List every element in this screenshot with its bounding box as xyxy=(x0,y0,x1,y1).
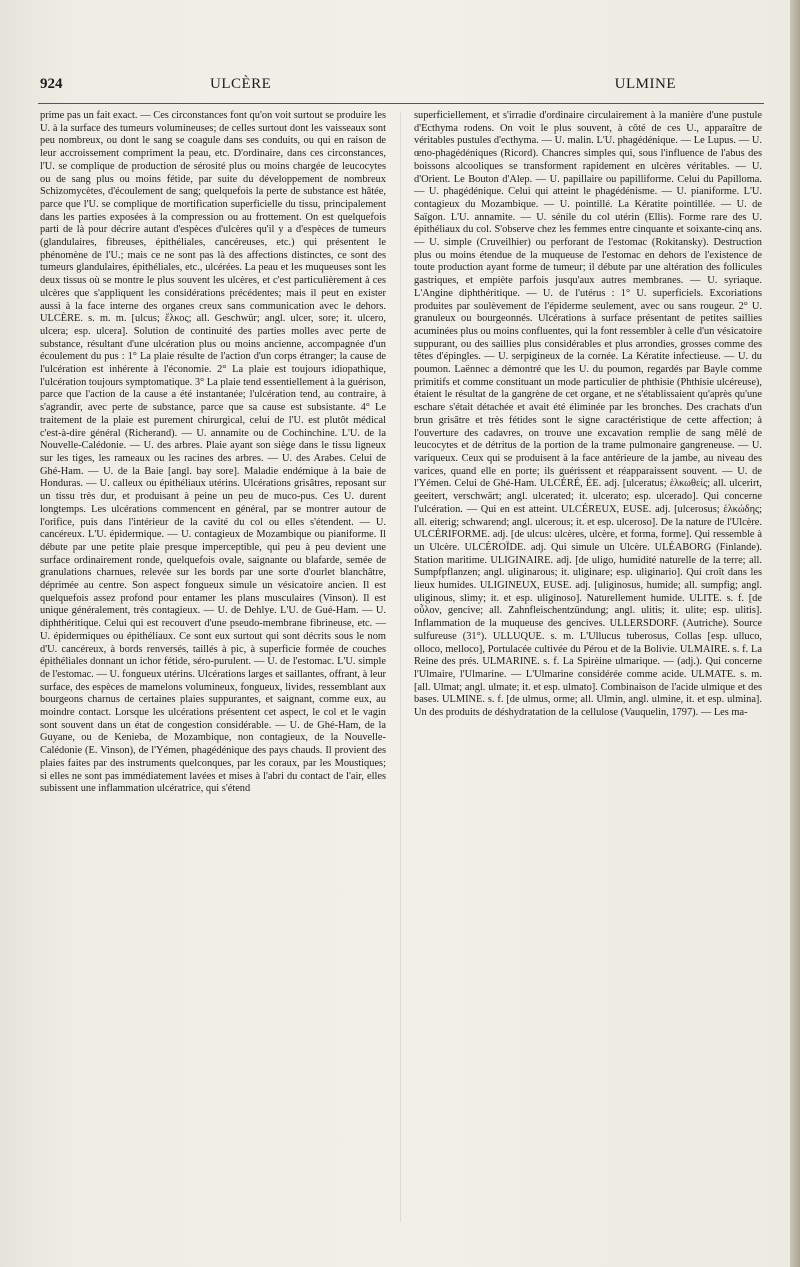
header-rule xyxy=(38,103,764,104)
left-text-column xyxy=(40,110,386,796)
right-running-head: ULMINE xyxy=(614,76,676,92)
left-column-text: prime pas un fait exact. — Ces circonstances font qu'on voit surtout se produire les U. à la surface des tumeurs volumineuses; de celles surtout dont les vaisseaux sont peu nombreux, ou dont le sang se coagule dans ses conduits, ou qui en raison de leur accroissement compriment la peau, etc. D'ordinaire, dans ces circonstances, l'U. se complique de production de sérosité plus ou moins chargée de leucocytes ou de sang plus ou moins fétide, par suite du développement de nombreux Schizomycètes, d'écoulement de sang; quelquefois la perte de substance est hâtée, parce que l'U. se complique de mortification superficielle du tissu, principalement dans les parties exposées à la compression ou au frottement. On est quelquefois parti de là pour décrire autant d'espèces d'ulcères qu'il y a d'espèces de tumeurs (glandulaires, fibreuses, épithéliales, cancéreuses, etc.) qui présentent le phénomène de l'U.; mais ce ne sont pas là des affections distinctes, ce sont des tumeurs glandulaires, épithéliales, etc., ulcérées. La peau et les muqueuses sont les deux tissus où se montre le plus souvent les ulcères, et c'est particulièrement à ces ulcères que s'appliquent les considérations précédentes; mais il peut en exister aussi à la face interne des organes creux sans communication avec le dehors. ULCÈRE. s. m. m. [ulcus; ἕλκος; all. Geschwür; angl. ulcer, sore; it. ulcero, ulcera; esp. ulcera]. Solution de continuité des parties molles avec perte de substance, résultant d'une ulcération plus ou moins ancienne, accompagnée d'un écoulement du pus : 1° La plaie résulte de l'action d'un corps étranger; la cause de l'ulcération est inhérente à l'économie. 2° La plaie est toujours idiopathique, l'ulcération toujours symptomatique. 3° La plaie tend essentiellement à la guérison, parce que l'action de la cause a été instantanée; l'ulcération tend, au contraire, à s'agrandir, avec perte de substance, parce que sa cause est subsistante. 4° Le traitement de la plaie est purement chirurgical, celui de l'U. est plutôt médical c'est-à-dire général (Richerand). — U. annamite ou de Cochinchine. L'U. de la Nouvelle-Calédonie. — U. des arbres. Plaie ayant son siège dans le tissu ligneux sur les tiges, les rameaux ou les racines des arbres. — U. des Arabes. Celui de Ghé-Ham. — U. de la Baie [angl. bay sore]. Maladie endémique à la baie de Honduras. — U. calleux ou épithéliaux utérins. Ulcérations grisâtres, reposant sur un tissu très dur, et produisant à peine un peu de muco-pus. Ces U. durent longtemps. Les ulcérations commencent en général, par se montrer autour de l'orifice, puis dans l'intérieur de la cavité du col ou elles s'étendent. — U. cancéreux. L'U. épidermique. — U. contagieux de Mozambique ou pianiforme. Il débute par une petite plaie presque imperceptible, qui peu à peu devient une surface ordinairement ronde, quelquefois ovale, saignante ou blafarde, semée de granulations charnues, relevée sur les bords par une sorte d'ourlet blanchâtre, déprimée au centre. Son aspect fongueux simule un vésicatoire ancien. Il est quelquefois assez profond pour entamer les plans musculaires (Vinson). Il est unique généralement, très contagieux. — U. de Dehlye. L'U. de Gué-Ham. — U. diphthéritique. Celui qui est recouvert d'une pseudo-membrane fibrineuse, etc. — U. épidermiques ou épithéliaux. Ce sont eux surtout qui sont décrits sous le nom d'U. cancéreux, à bords renversés, taillés à pic, à superficie formée de couches épithéliales donnant un ichor fétide, séro-purulent. — U. de l'estomac. L'U. simple de l'estomac. — U. fongueux utérins. Ulcérations larges et saillantes, offrant, à leur surface, des espèces de mamelons volumineux, fongueux, livides, ressemblant aux bourgeons charnus de certaines plaies suppurantes, et saignant, comme eux, au moindre contact. Lorsque les ulcérations présentent cet aspect, le col et le vagin sont souvent dans un état de congestion considérable. — U. de Ghé-Ham, de la Guyane, ou de Kenieba, de Mozambique, non contagieux, de la Nouvelle-Calédonie (E. Vinson), de l'Yémen, phagédénique des pays chauds. Il provient des plaies faites par des instruments quelconques, par les coraux, par les Moustiques; si elles ne sont pas immédiatement lavées et mises à l'abri du contact de l'air, elles subissent une inflammation ulcératrice, qui s'étend xyxy=(40,110,386,795)
page-number: 924 xyxy=(40,76,63,92)
right-text-column xyxy=(414,110,762,720)
left-running-head: ULCÈRE xyxy=(210,76,272,92)
page-edge-shadow xyxy=(790,0,800,1267)
right-column-text: superficiellement, et s'irradie d'ordinaire circulairement à la manière d'une pustule d'Ecthyma rodens. On voit le plus souvent, à côté de ces U., apparaître de véritables pustules d'ecthyma. — U. malin. L'U. phagédénique. — Le Lupus. — U. œno-phagédéniques (Ricord). Chancres simples qui, sous l'influence de l'abus des boissons alcooliques se transforment rapidement en ulcères véritables. — U. d'Orient. Le Bouton d'Alep. — U. papillaire ou papilliforme. Celui du Papilloma. — U. phagédénique. Celui qui atteint le phagédénisme. — U. pianiforme. L'U. contagieux du Mozambique. — U. pointillé. La Kératite pointillée. — U. de Saïgon. L'U. annamite. — U. sénile du col utérin (Ellis). Forme rare des U. épithéliaux du col. S'observe chez les femmes entre cinquante et soixante-cinq ans. — U. simple (Cruveilhier) ou perforant de l'estomac (Rokitansky). Destruction plus ou moins étendue de la muqueuse de l'estomac en dehors de l'existence de toute production ayant forme de tumeur; il débute par une altération des follicules gastriques, et empiète parfois jusqu'aux autres membranes. — U. syriaque. L'Angine diphthéritique. — U. de l'utérus : 1° U. superficiels. Excoriations produites par soulèvement de l'épiderme seulement, avec ou sans rougeur. 2° U. granuleux ou bourgeonnés. Ulcérations à surface présentant de petites saillies acuminées plus ou moins confluentes, qui la font ressembler à celle d'un vésicatoire suppurant, ou des saillies plus considérables et plus arrondies, grosses comme des têtes d'épingles. — U. serpigineux de la cornée. La Kératite infectieuse. — U. du poumon. Laënnec a démontré que les U. du poumon, regardés par Bayle comme primitifs et comme constituant un mode particulier de phthisie (Phthisie ulcéreuse), étaient le résultat de la gangrène de cet organe, et ne s'établissaient qu'après qu'une eschare s'était détachée et avait été éliminée par les bronches. Des crachats d'un brun grisâtre et très fétides sont le signe caractéristique de cette affection; à l'ouverture des cadavres, on trouve une excavation remplie de sang mêlé de leucocytes et de détritus de la portion de la trame pulmonaire gangreneuse. — U. variqueux. Ceux qui se produisent à la face antérieure de la jambe, au niveau des varices, quand elle en porte; ils guérissent et réapparaissent souvent. — U. de l'Yémen. Celui de Ghé-Ham. ULCÉRÉ, ÉE. adj. [ulceratus; ἑλκωθείς; all. ulcerirt, geeitert, verschwärt; angl. ulcerated; it. ulcerato; esp. ulcerado]. Qui concerne l'ulcération. — Qui en est atteint. ULCÉREUX, EUSE. adj. [ulcerosus; ἑλκώδης; all. eiterig; schwarend; angl. ulcerous; it. et esp. ulceroso]. De la nature de l'Ulcère. ULCÉRIFORME. adj. [de ulcus: ulcères, ulcère, et forma, forme]. Qui ressemble à un Ulcère. ULCÉROÏDE. adj. Qui simule un Ulcère. ULÉABORG (Finlande). Station maritime. ULIGINAIRE. adj. [de uligo, humidité naturelle de la terre; all. Sumpfpflanzen; angl. uliginarous; it. uliginare; esp. uliginario]. Qui croît dans les lieux humides. ULIGINEUX, EUSE. adj. [uliginosus, humide; all. sumpfig; angl. uliginous, slimy; it. et esp. uliginoso]. Naturellement humide. ULITE. s. f. [de οὖλον, gencive; all. Zahnfleischentzündung; angl. ulitis; it. ulite; esp. ulitis]. Inflammation de la muqueuse des gencives. ULLERSDORF. (Autriche). Source sulfureuse (31°). ULLUQUE. s. m. L'Ullucus tuberosus, Collas [esp. ulluco, olloco, melloco], Portulacée cultivée du Pérou et de la Bolivie. ULMAIRE. s. f. La Reine des prés. ULMARINE. s. f. La Spirèine ulmarique. — (adj.). Qui concerne l'Ulmaire, l'Ulmarine. — L'Ulmarine considérée comme acide. ULMATE. s. m. [all. Ulmat; angl. ulmate; it. et esp. ulmato]. Combinaison de l'acide ulmique et des bases. ULMINE. s. f. [de ulmus, orme; all. Ulmin, angl. ulmine, it. et esp. ulmina]. Un des produits de déshydratation de la cellulose (Vauquelin, 1797). — Les ma- xyxy=(414,110,762,719)
page-header xyxy=(40,76,762,100)
column-divider xyxy=(400,112,401,1222)
